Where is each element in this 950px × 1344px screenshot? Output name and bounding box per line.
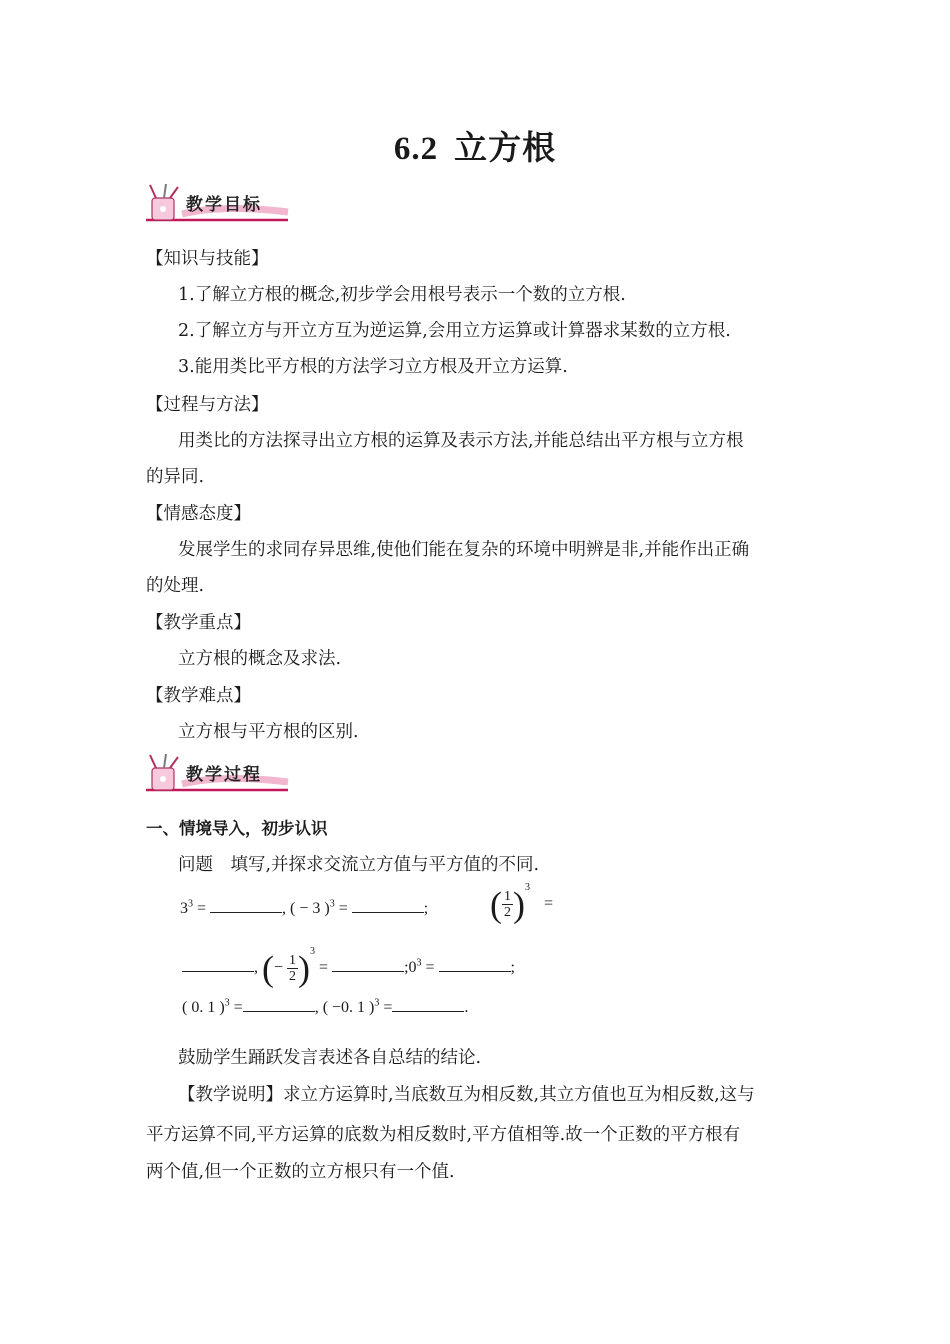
knowledge-item-1: 1.了解立方根的概念,初步学会用根号表示一个数的立方根.: [178, 285, 626, 305]
emotion-text-1: 发展学生的求同存异思维,使他们能在复杂的环境中明辨是非,并能作出正确: [178, 540, 750, 560]
page-title: [0, 122, 950, 169]
key-point-heading: 【教学重点】: [146, 613, 251, 633]
emotion-heading: 【情感态度】: [146, 504, 251, 524]
difficulty-heading: 【教学难点】: [146, 686, 251, 706]
math-row-1: $3^3$ = , ( − 3 )$^3$ = ;: [180, 896, 428, 918]
teaching-note-2: 平方运算不同,平方运算的底数为相反数时,平方值相等.故一个正数的平方根有: [146, 1125, 741, 1145]
answer-blank[interactable]: [210, 896, 282, 913]
method-heading: 【过程与方法】: [146, 395, 269, 415]
answer-blank[interactable]: [243, 995, 315, 1012]
badge-label: 教学目标: [186, 195, 262, 215]
teaching-note-1: 【教学说明】求立方运算时,当底数互为相反数,其立方值也互为相反数,这与: [178, 1085, 755, 1105]
goals-badge: [142, 182, 292, 226]
badge-label: 教学过程: [186, 765, 262, 785]
process-badge: [142, 752, 292, 796]
difficulty-text: 立方根与平方根的区别.: [178, 722, 359, 742]
question-text: 问题 填写,并探求交流立方值与平方值的不同.: [178, 855, 540, 875]
section-title: 立方根: [454, 128, 557, 167]
math-row-2: , (− $\frac{1}{2}$ )$^3 = ;0^3$ = ;: [182, 946, 515, 989]
teaching-note-3: 两个值,但一个正数的立方根只有一个值.: [146, 1162, 455, 1182]
encourage-text: 鼓励学生踊跃发言表述各自总结的结论.: [178, 1048, 482, 1068]
method-text-1: 用类比的方法探寻出立方根的运算及表示方法,并能总结出平方根与立方根: [178, 431, 744, 451]
answer-blank[interactable]: [392, 995, 464, 1012]
knowledge-item-3: 3.能用类比平方根的方法学习立方根及开立方运算.: [178, 357, 568, 377]
answer-blank[interactable]: [332, 955, 404, 972]
section-number: 6.2: [393, 131, 439, 167]
step-heading: 一、情境导入，初步认识: [146, 819, 328, 838]
knowledge-heading: 【知识与技能】: [146, 249, 269, 269]
method-text-2: 的异同.: [146, 467, 205, 487]
key-point-text: 立方根的概念及求法.: [178, 649, 342, 669]
math-row-3: ( 0. 1 )$^3$ = , ( −0. 1 )$^3$ = .: [182, 995, 468, 1017]
knowledge-item-2: 2.了解立方与开立方互为逆运算,会用立方运算或计算器求某数的立方根.: [178, 321, 731, 341]
answer-blank[interactable]: [439, 955, 511, 972]
emotion-text-2: 的处理.: [146, 576, 205, 596]
answer-blank[interactable]: [182, 955, 254, 972]
answer-blank[interactable]: [352, 896, 424, 913]
math-fraction-half: ( $\frac{1}{2}$ )$^3$ =: [490, 882, 554, 925]
